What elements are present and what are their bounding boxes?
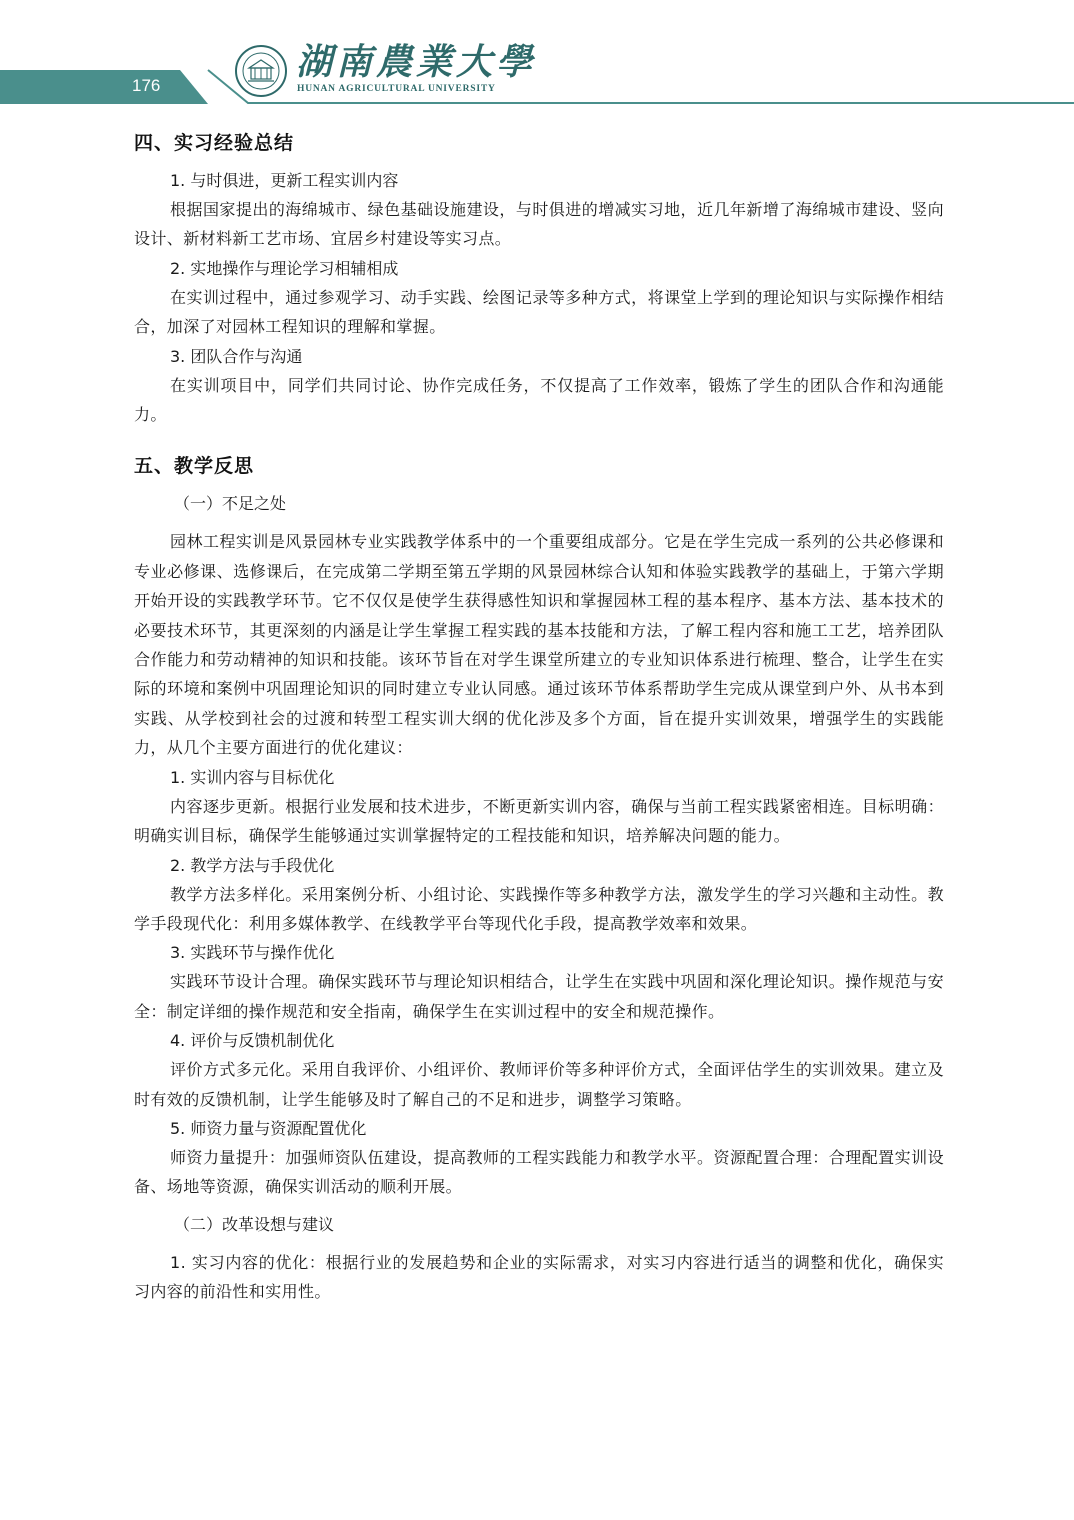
section-4-item-2-text: 在实训过程中，通过参观学习、动手实践、绘图记录等多种方式，将课堂上学到的理论知识与实际操作相结合，加深了对园林工程知识的理解和掌握。 — [134, 287, 944, 337]
page-number: 176 — [132, 76, 161, 95]
section-4-title: 四、实习经验总结 — [134, 132, 295, 154]
subsection-1-item-3-heading: 3. 实践环节与操作优化 — [170, 943, 335, 963]
header-band — [0, 0, 1074, 120]
page-number-tab — [0, 70, 208, 104]
page-header — [0, 0, 1074, 120]
section-4-item-3-heading: 3. 团队合作与沟通 — [170, 346, 303, 366]
subsection-1-item-1-text: 内容逐步更新。根据行业发展和技术进步，不断更新实训内容，确保与当前工程实践紧密相连。目标明确：明确实训目标，确保学生能够通过实训掌握特定的工程技能和知识，培养解决问题的能力。 — [134, 796, 944, 846]
subsection-1-item-5-heading: 5. 师资力量与资源配置优化 — [170, 1118, 367, 1138]
subsection-2-title: （二）改革设想与建议 — [174, 1214, 335, 1234]
subsection-1-item-5-text: 师资力量提升：加强师资队伍建设，提高教师的工程实践能力和教学水平。资源配置合理：合理配置实训设备、场地等资源，确保实训活动的顺利开展。 — [134, 1147, 944, 1197]
university-seal-icon — [234, 44, 288, 98]
logo-english-name: HUNAN AGRICULTURAL UNIVERSITY — [297, 84, 496, 94]
subsection-1-item-4-heading: 4. 评价与反馈机制优化 — [170, 1031, 335, 1051]
section-4-item-1-text: 根据国家提出的海绵城市、绿色基础设施建设，与时俱进的增减实习地，近几年新增了海绵城市建设、竖向设计、新材料新工艺市场、宜居乡村建设等实习点。 — [134, 200, 944, 249]
section-4-item-2-heading: 2. 实地操作与理论学习相辅相成 — [170, 258, 399, 278]
section-5-title: 五、教学反思 — [134, 455, 255, 478]
section-4-item-3-text: 在实训项目中，同学们共同讨论、协作完成任务，不仅提高了工作效率，锻炼了学生的团队合作和沟通能力。 — [134, 375, 944, 425]
subsection-2-text: 1. 实习内容的优化：根据行业的发展趋势和企业的实际需求，对实习内容进行适当的调整和优化，确保实习内容的前沿性和实用性。 — [134, 1252, 944, 1302]
subsection-1-title: （一）不足之处 — [174, 494, 287, 514]
section-4-item-1-heading: 1. 与时俱进，更新工程实训内容 — [170, 171, 399, 190]
subsection-1-item-3-text: 实践环节设计合理。确保实践环节与理论知识相结合，让学生在实践中巩固和深化理论知识。操作规范与安全：制定详细的操作规范和安全指南，确保学生在实训过程中的安全和规范操作。 — [134, 972, 944, 1021]
subsection-1-item-2-heading: 2. 教学方法与手段优化 — [170, 855, 335, 875]
logo-chinese-name: 湖南農業大學 — [296, 41, 537, 83]
subsection-1-intro: 园林工程实训是风景园林专业实践教学体系中的一个重要组成部分。它是在学生完成一系列的公共必修课和专业必修课、选修课后，在完成第二学期至第五学期的风景园林综合认知和体验实践教学的基础上，于第六学期开始开设的实践教学环节。它不仅仅是使学生获得感性知识和掌握园林工程的基本程序、基本方法、基本技术的必要技术环节，其更深刻的内涵是让学生掌握工程实践的基本技能和方法，了解工程内容和施工工艺，培养团队合作能力和劳动精神的知识和技能。该环节旨在对学生课堂所建立的专业知识体系进行梳理、整合，让学生在实际的环境和案例中巩固理论知识的同时建立专业认同感。通过该环节体系帮助学生完成从课堂到户外、从书本到实践、从学校到社会的过渡和转型工程实训大纲的优化涉及多个方面，旨在提升实训效果，增强学生的实践能力，从几个主要方面进行的优化建议： — [134, 532, 944, 758]
subsection-1-item-2-text: 教学方法多样化。采用案例分析、小组讨论、实践操作等多种教学方法，激发学生的学习兴趣和主动性。教学手段现代化：利用多媒体教学、在线教学平台等现代化手段，提高教学效率和效果。 — [134, 884, 944, 933]
subsection-1-item-4-text: 评价方式多元化。采用自我评价、小组评价、教师评价等多种评价方式，全面评估学生的实训效果。建立及时有效的反馈机制，让学生能够及时了解自己的不足和进步，调整学习策略。 — [134, 1060, 944, 1109]
page-content — [134, 128, 944, 1307]
subsection-1-item-1-heading: 1. 实训内容与目标优化 — [170, 767, 335, 787]
